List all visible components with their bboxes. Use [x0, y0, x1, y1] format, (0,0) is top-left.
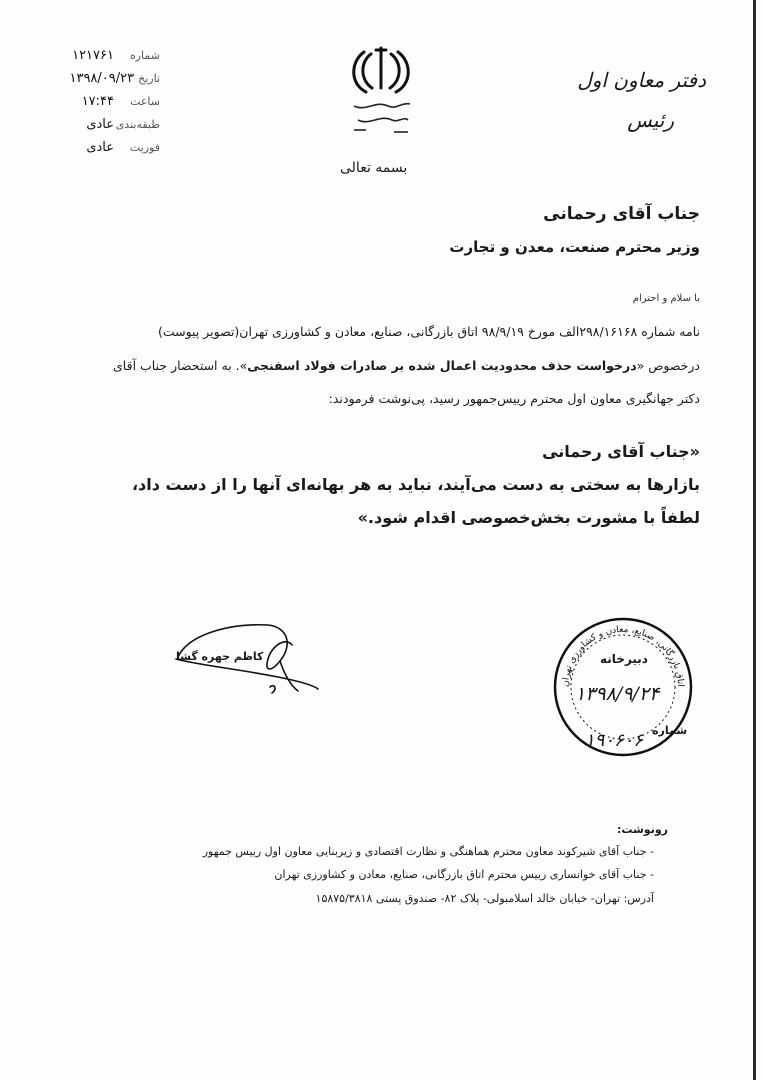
addressee-title: وزیر محترم صنعت، معدن و تجارت — [449, 238, 700, 256]
meta-date-label: تاریخ — [138, 72, 160, 85]
cc-title: رونوشت: — [616, 823, 668, 836]
body-line-3: دکتر جهانگیری معاون اول محترم رییس‌جمهور رسید، پی‌نوشت فرمودند: — [328, 391, 700, 406]
cc-line-2: - جناب آقای خوانساری رییس محترم اتاق بازرگانی، صنایع، معادن و کشاورزی تهران — [274, 868, 654, 881]
meta-time — [70, 90, 160, 113]
signatory-name: کاظم جهره گشا — [176, 650, 264, 663]
meta-time-label: ساعت — [130, 95, 160, 108]
iran-emblem-icon — [336, 40, 426, 140]
cc-line-1: - جناب آقای شیرکوند معاون محترم هماهنگی و نظارت اقتصادی و زیربنایی معاون اول رییس جمهور — [202, 845, 654, 858]
body-line-1: نامه شماره ۲۹۸/۱۶۱۶۸الف مورخ ۹۸/۹/۱۹ اتاق بازرگانی، صنایع، معادن و کشاورزی تهران(تصویر پیوست) — [157, 324, 700, 339]
meta-priority-value: عادی — [86, 140, 114, 155]
quote-line-1: «جناب آقای رحمانی — [542, 442, 700, 461]
scan-edge — [753, 0, 756, 1080]
meta-time-value: ۱۷:۴۴ — [81, 94, 114, 109]
letter-metadata — [70, 44, 160, 159]
greeting: با سلام و احترام — [632, 293, 700, 304]
body-line-2-prefix: درخصوص « — [636, 358, 700, 373]
quote-line-2: بازارها به سختی به دست می‌آیند، نباید به هر بهانه‌ای آنها را از دست داد، — [131, 475, 700, 494]
meta-class-value: عادی — [86, 117, 114, 132]
meta-date-value: ۱۳۹۸/۰۹/۲۳ — [69, 71, 135, 86]
meta-class-label: طبقه‌بندی — [115, 118, 160, 131]
office-title: دفتر معاون اول — [577, 68, 706, 92]
meta-number-value: ۱۲۱۷۶۱ — [72, 48, 114, 63]
body-line-2 — [113, 358, 700, 373]
meta-number-label: شماره — [129, 49, 160, 62]
meta-date — [70, 67, 160, 90]
addressee-name: جناب آقای رحمانی — [543, 204, 700, 224]
quote-line-3: لطفاً با مشورت بخش‌خصوصی اقدام شود.» — [357, 508, 700, 527]
stamp-org: اتاق بازرگانی، صنایع، معادن و کشاورزی تهران — [560, 624, 686, 688]
meta-priority-label: فوریت — [129, 141, 160, 154]
letter-subject: درخواست حذف محدودیت اعمال شده بر صادرات فولاد اسفنجی — [247, 358, 637, 373]
basmala: بسمه تعالی — [340, 160, 408, 176]
meta-priority — [70, 136, 160, 159]
stamp-number: ۱۹۰۶۰۶ — [585, 730, 644, 751]
stamp-date: ۱۳۹۸/۹/۲۴ — [575, 683, 660, 705]
stamp-number-label: شماره — [652, 724, 688, 737]
office-subtitle: رئیس — [627, 108, 674, 132]
stamp-title: دبیرخانه — [600, 652, 648, 666]
body-line-2-suffix: ». به استحضار جناب آقای — [113, 358, 248, 373]
meta-number — [70, 44, 160, 67]
meta-classification — [70, 113, 160, 136]
postal-address: آدرس: تهران- خیابان خالد اسلامبولی- پلاک ۸۲- صندوق پستی ۱۵۸۷۵/۳۸۱۸ — [315, 892, 654, 905]
